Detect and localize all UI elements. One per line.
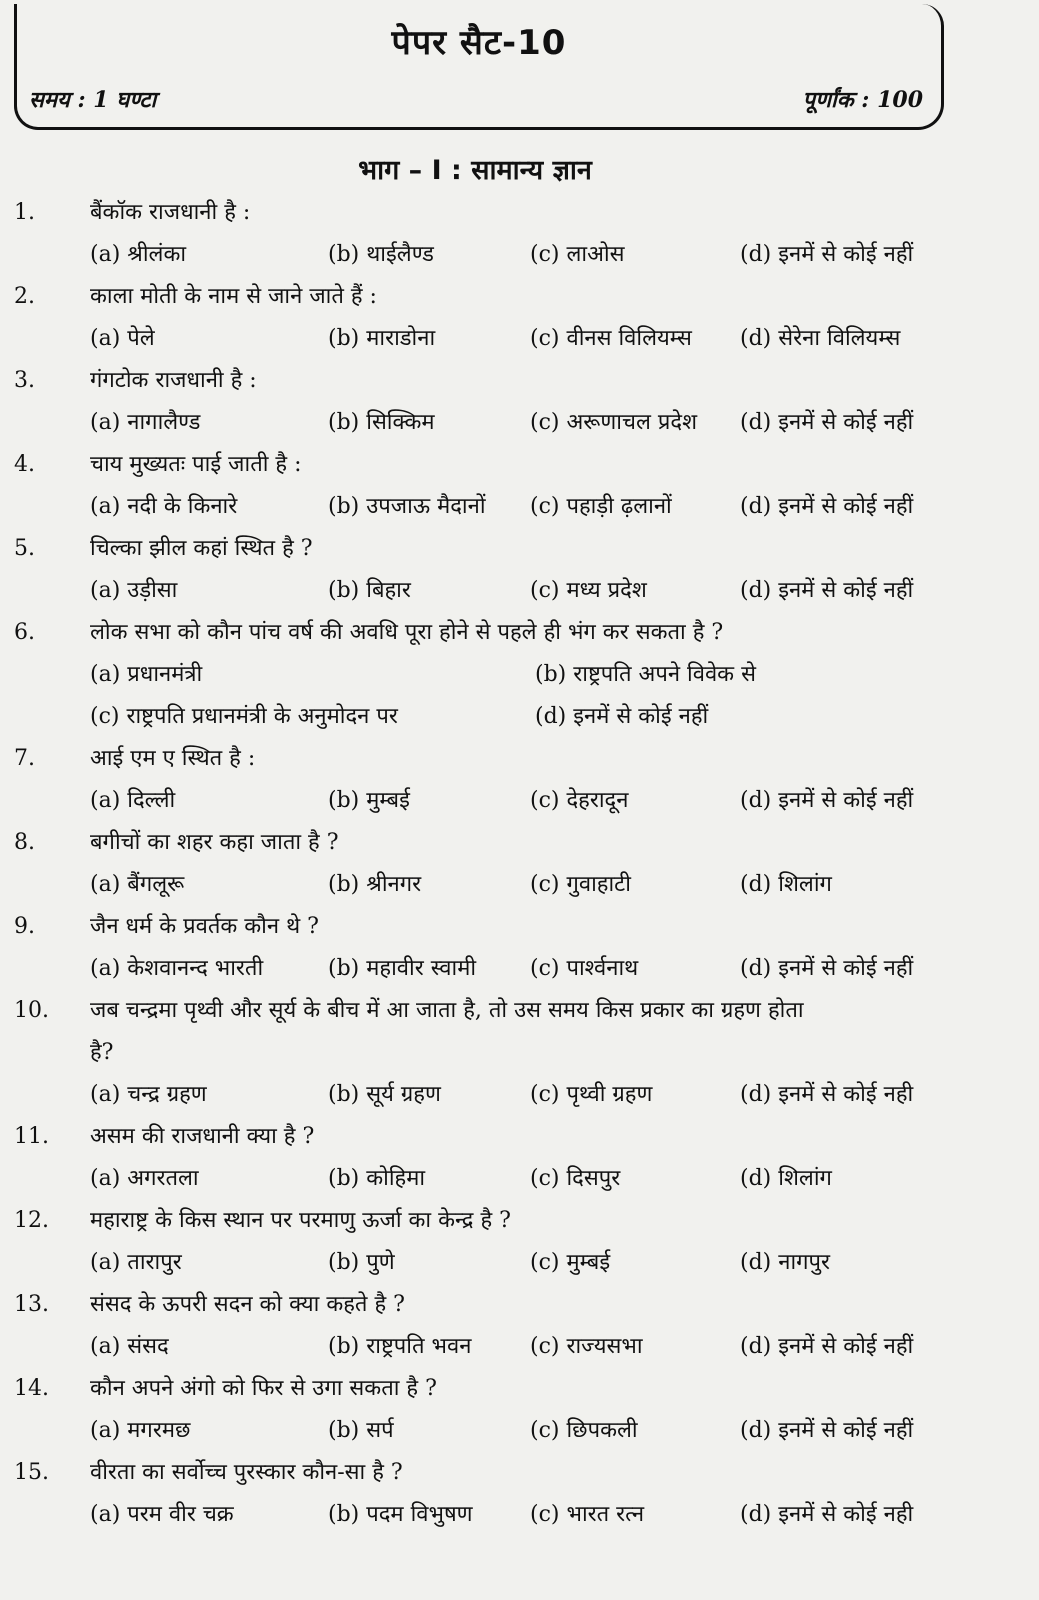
option-b: (b) राष्ट्रपति भवन (328, 1334, 472, 1359)
option-c: (c) पृथ्वी ग्रहण (530, 1082, 653, 1107)
question-list (0, 192, 1039, 1536)
option-b: (b) सूर्य ग्रहण (328, 1082, 441, 1107)
option-a: (a) बैंगलूरू (90, 872, 185, 897)
option-d: (d) शिलांग (740, 1166, 832, 1191)
option-b: (b) कोहिमा (328, 1166, 426, 1191)
question-number: 11. (14, 1124, 49, 1149)
question-number: 10. (14, 998, 49, 1023)
option-a: (a) दिल्ली (90, 788, 176, 813)
option-d: (d) इनमें से कोई नहीं (740, 1334, 914, 1359)
question-item (0, 276, 1039, 360)
option-c: (c) मध्य प्रदेश (530, 578, 647, 603)
option-b: (b) बिहार (328, 578, 411, 603)
question-item (0, 822, 1039, 906)
question-number: 3. (14, 368, 35, 393)
question-number: 6. (14, 620, 35, 645)
option-a: (a) अगरतला (90, 1166, 199, 1191)
question-text: आई एम ए स्थित है : (90, 746, 256, 771)
option-d: (d) शिलांग (740, 872, 832, 897)
question-text: संसद के ऊपरी सदन को क्या कहते है ? (90, 1292, 405, 1317)
option-c: (c) छिपकली (530, 1418, 638, 1443)
question-text: बैंकॉक राजधानी है : (90, 200, 251, 225)
section-title: भाग – I : सामान्य ज्ञान (358, 155, 592, 186)
question-text: वीरता का सर्वोच्च पुरस्कार कौन-सा है ? (90, 1460, 403, 1485)
question-number: 13. (14, 1292, 49, 1317)
option-a: (a) उड़ीसा (90, 578, 178, 603)
option-d: (d) इनमें से कोई नहीं (740, 1418, 914, 1443)
question-text: जैन धर्म के प्रवर्तक कौन थे ? (90, 914, 319, 939)
option-c: (c) गुवाहाटी (530, 872, 631, 897)
question-item (0, 612, 1039, 738)
question-number: 7. (14, 746, 35, 771)
option-d: (d) इनमें से कोई नहीं (535, 704, 709, 729)
option-b: (b) सर्प (328, 1418, 394, 1443)
option-d: (d) इनमें से कोई नही (740, 1502, 914, 1527)
option-d: (d) इनमें से कोई नही (740, 1082, 914, 1107)
option-b: (b) सिक्किम (328, 410, 435, 435)
option-d: (d) नागपुर (740, 1250, 831, 1275)
question-number: 15. (14, 1460, 49, 1485)
question-item (0, 444, 1039, 528)
option-b: (b) थाईलैण्ड (328, 242, 434, 267)
question-number: 1. (14, 200, 35, 225)
option-d: (d) सेरेना विलियम्स (740, 326, 901, 351)
question-text: लोक सभा को कौन पांच वर्ष की अवधि पूरा होने से पहले ही भंग कर सकता है ? (90, 620, 724, 645)
question-item (0, 738, 1039, 822)
question-item (0, 1284, 1039, 1368)
option-b: (b) माराडोना (328, 326, 436, 351)
option-d: (d) इनमें से कोई नहीं (740, 788, 914, 813)
question-text-continued: है? (90, 1040, 114, 1065)
question-item (0, 192, 1039, 276)
question-number: 14. (14, 1376, 49, 1401)
option-a: (a) तारापुर (90, 1250, 182, 1275)
question-item (0, 1452, 1039, 1536)
option-c: (c) वीनस विलियम्स (530, 326, 692, 351)
option-b: (b) उपजाऊ मैदानों (328, 494, 486, 519)
option-a: (a) पेले (90, 326, 155, 351)
option-b: (b) मुम्बई (328, 788, 410, 813)
header-box (14, 4, 944, 130)
option-b: (b) पुणे (328, 1250, 395, 1275)
paper-title: पेपर सैट-10 (391, 23, 567, 63)
option-c: (c) राज्यसभा (530, 1334, 643, 1359)
option-d: (d) इनमें से कोई नहीं (740, 242, 914, 267)
question-item (0, 528, 1039, 612)
option-c: (c) मुम्बई (530, 1250, 611, 1275)
option-d: (d) इनमें से कोई नहीं (740, 410, 914, 435)
option-a: (a) मगरमछ (90, 1418, 191, 1443)
option-d: (d) इनमें से कोई नहीं (740, 578, 914, 603)
option-a: (a) संसद (90, 1334, 169, 1359)
question-number: 12. (14, 1208, 49, 1233)
option-a: (a) केशवानन्द भारती (90, 956, 264, 981)
question-text: गंगटोक राजधानी है : (90, 368, 257, 393)
question-text: काला मोती के नाम से जाने जाते हैं : (90, 284, 377, 309)
option-d: (d) इनमें से कोई नहीं (740, 494, 914, 519)
option-a: (a) नदी के किनारे (90, 494, 238, 519)
option-c: (c) पहाड़ी ढ़लानों (530, 494, 672, 519)
option-d: (d) इनमें से कोई नहीं (740, 956, 914, 981)
option-a: (a) श्रीलंका (90, 242, 187, 267)
question-item (0, 1368, 1039, 1452)
question-item (0, 906, 1039, 990)
option-c: (c) पार्श्वनाथ (530, 956, 639, 981)
option-a: (a) प्रधानमंत्री (90, 662, 203, 687)
option-c: (c) लाओस (530, 242, 625, 267)
option-b: (b) राष्ट्रपति अपने विवेक से (535, 662, 756, 687)
option-b: (b) श्रीनगर (328, 872, 422, 897)
question-number: 8. (14, 830, 35, 855)
option-a: (a) नागालैण्ड (90, 410, 201, 435)
option-c: (c) भारत रत्न (530, 1502, 645, 1527)
option-c: (c) राष्ट्रपति प्रधानमंत्री के अनुमोदन पर (90, 704, 398, 729)
question-item (0, 1200, 1039, 1284)
time-label: समय : 1 घण्टा (29, 87, 157, 113)
option-c: (c) अरूणाचल प्रदेश (530, 410, 698, 435)
question-text: चिल्का झील कहां स्थित है ? (90, 536, 313, 561)
question-text: जब चन्द्रमा पृथ्वी और सूर्य के बीच में आ जाता है, तो उस समय किस प्रकार का ग्रहण होता (90, 998, 804, 1023)
option-c: (c) दिसपुर (530, 1166, 621, 1191)
option-a: (a) परम वीर चक्र (90, 1502, 234, 1527)
question-number: 2. (14, 284, 35, 309)
question-number: 5. (14, 536, 35, 561)
question-item (0, 1116, 1039, 1200)
question-item (0, 360, 1039, 444)
option-a: (a) चन्द्र ग्रहण (90, 1082, 207, 1107)
question-text: चाय मुख्यतः पाई जाती है : (90, 452, 302, 477)
question-number: 9. (14, 914, 35, 939)
question-text: असम की राजधानी क्या है ? (90, 1124, 315, 1149)
question-item (0, 990, 1039, 1116)
option-b: (b) महावीर स्वामी (328, 956, 477, 981)
question-text: महाराष्ट्र के किस स्थान पर परमाणु ऊर्जा का केन्द्र है ? (90, 1208, 511, 1233)
question-text: बगीचों का शहर कहा जाता है ? (90, 830, 339, 855)
option-b: (b) पदम विभुषण (328, 1502, 473, 1527)
marks-label: पूर्णांक : 100 (802, 87, 923, 113)
question-text: कौन अपने अंगो को फिर से उगा सकता है ? (90, 1376, 437, 1401)
option-c: (c) देहरादून (530, 788, 629, 813)
question-number: 4. (14, 452, 35, 477)
